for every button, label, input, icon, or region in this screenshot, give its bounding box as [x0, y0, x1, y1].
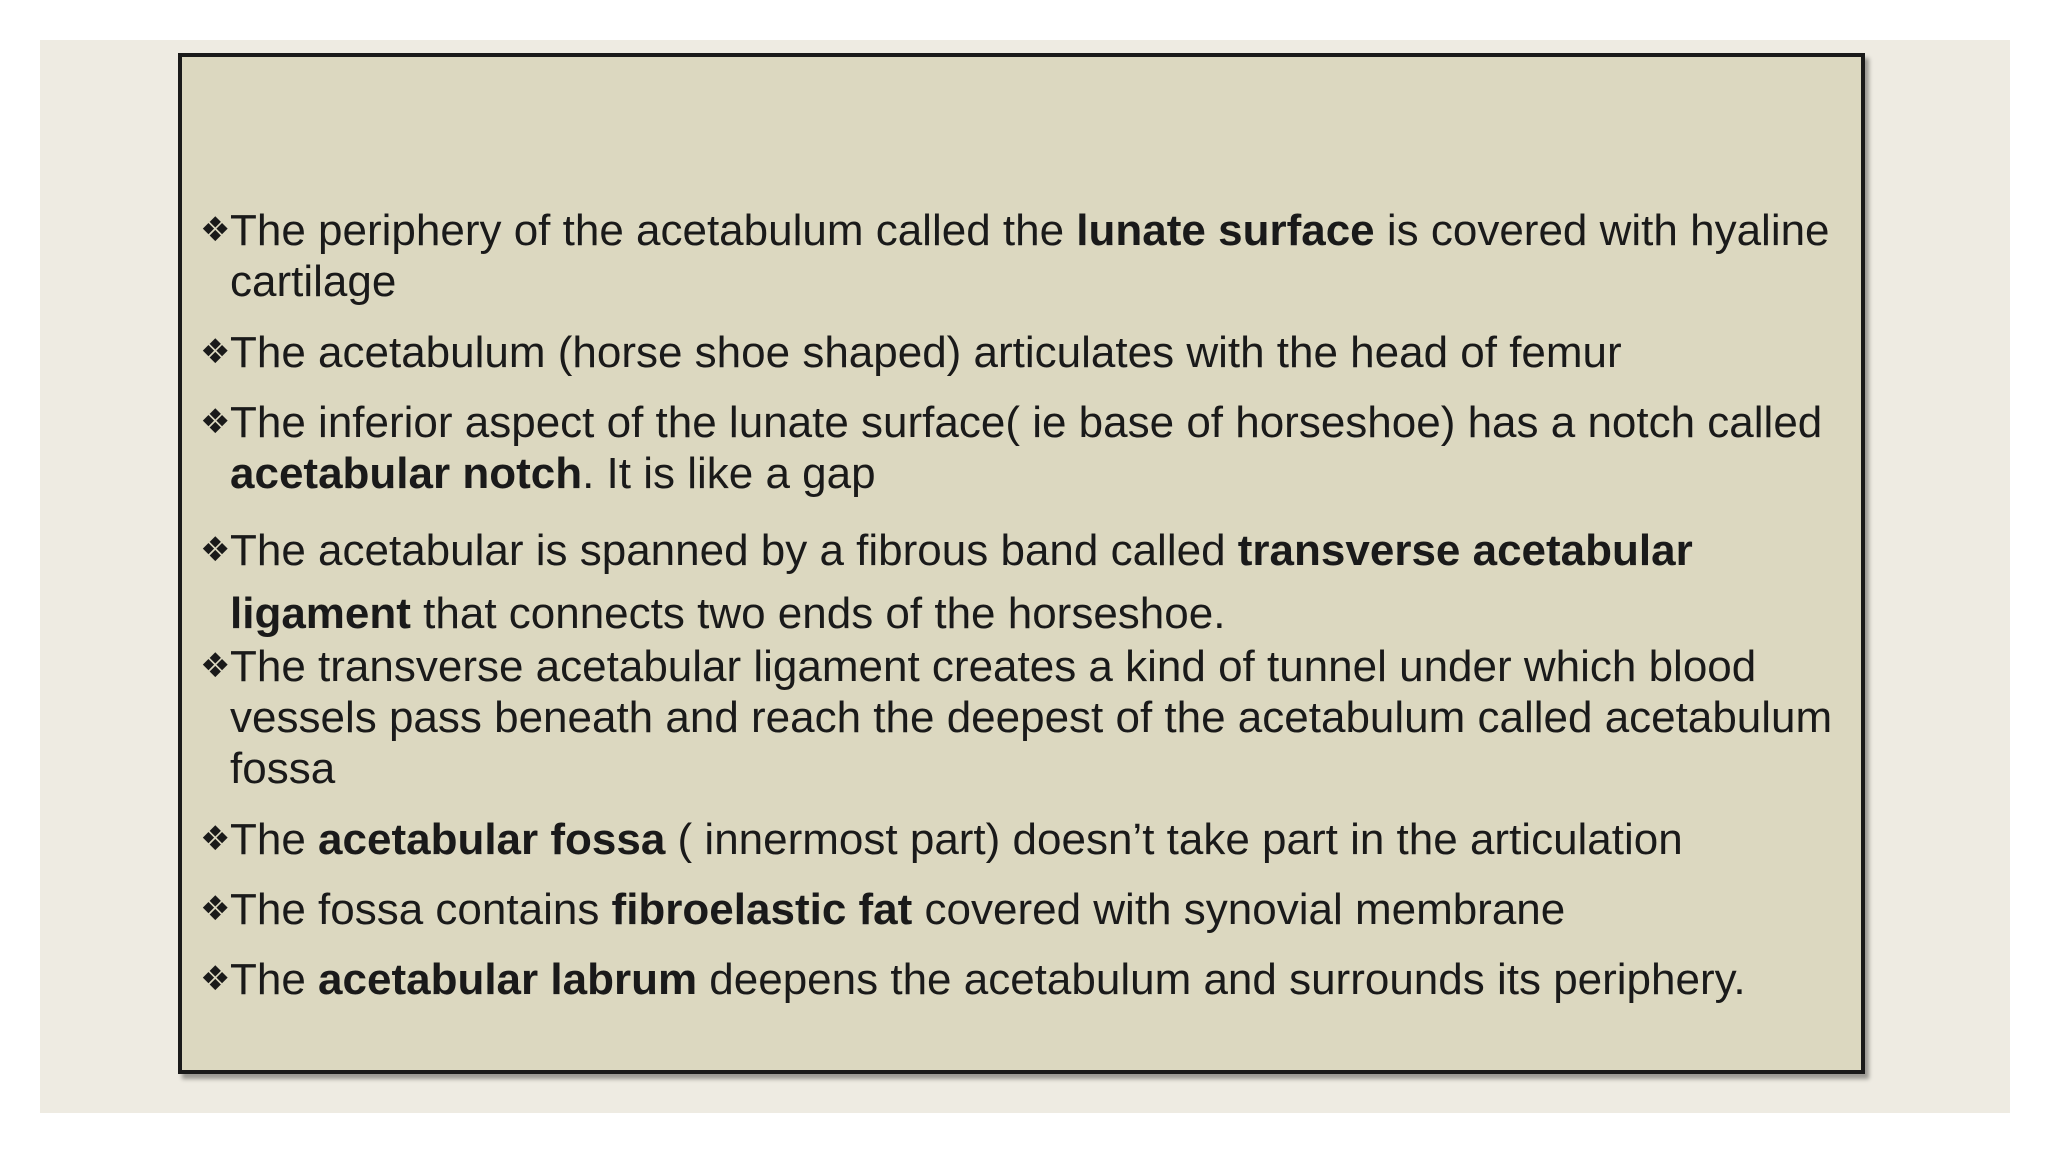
bullet-term: acetabular fossa — [318, 815, 666, 864]
bullet-item — [200, 954, 1847, 1005]
bullet-text: The acetabular is spanned by a fibrous band called — [230, 526, 1238, 575]
bullet-item — [200, 519, 1847, 645]
bullet-text: that connects two ends of the horseshoe. — [410, 589, 1226, 638]
bullet-item — [200, 884, 1847, 935]
diamond-bullet-icon: ❖ — [200, 333, 231, 371]
bullet-text: The transverse acetabular ligament creates a kind of tunnel under which blood vessels pass beneath and reach the deepest of the acetabulum called acetabulum fossa — [230, 642, 1833, 793]
bullet-term: transverse acetabular ligament — [230, 526, 1693, 638]
bullet-item — [200, 397, 1847, 499]
bullet-text: . It is like a gap — [582, 449, 876, 498]
bullet-text: is covered with hyaline cartilage — [230, 206, 1830, 306]
bullet-text: The fossa contains — [230, 885, 612, 934]
diamond-bullet-icon: ❖ — [200, 531, 231, 569]
content-box — [178, 53, 1865, 1074]
bullet-item — [200, 641, 1847, 794]
bullet-text: The inferior aspect of the lunate surface( ie base of horseshoe) has a notch called — [230, 398, 1823, 447]
bullet-item — [200, 327, 1847, 378]
bullet-term: acetabular notch — [230, 449, 583, 498]
diamond-bullet-icon: ❖ — [200, 403, 231, 441]
bullet-text: The — [230, 815, 319, 864]
diamond-bullet-icon: ❖ — [200, 960, 231, 998]
bullet-text: The acetabulum (horse shoe shaped) articulates with the head of femur — [230, 328, 1622, 377]
bullet-term: fibroelastic fat — [611, 885, 913, 934]
bullet-item — [200, 205, 1847, 307]
bullet-term: acetabular labrum — [318, 955, 698, 1004]
bullet-text: covered with synovial membrane — [912, 885, 1566, 934]
diamond-bullet-icon: ❖ — [200, 647, 231, 685]
diamond-bullet-icon: ❖ — [200, 211, 231, 249]
bullet-text: The periphery of the acetabulum called the — [230, 206, 1077, 255]
bullet-text: The — [230, 955, 319, 1004]
diamond-bullet-icon: ❖ — [200, 820, 231, 858]
bullet-list — [200, 205, 1847, 1005]
slide — [40, 40, 2010, 1113]
diamond-bullet-icon: ❖ — [200, 890, 231, 928]
bullet-text: deepens the acetabulum and surrounds its periphery. — [697, 955, 1746, 1004]
bullet-item — [200, 814, 1847, 865]
bullet-term: lunate surface — [1076, 206, 1375, 255]
bullet-text: ( innermost part) doesn’t take part in the articulation — [665, 815, 1683, 864]
